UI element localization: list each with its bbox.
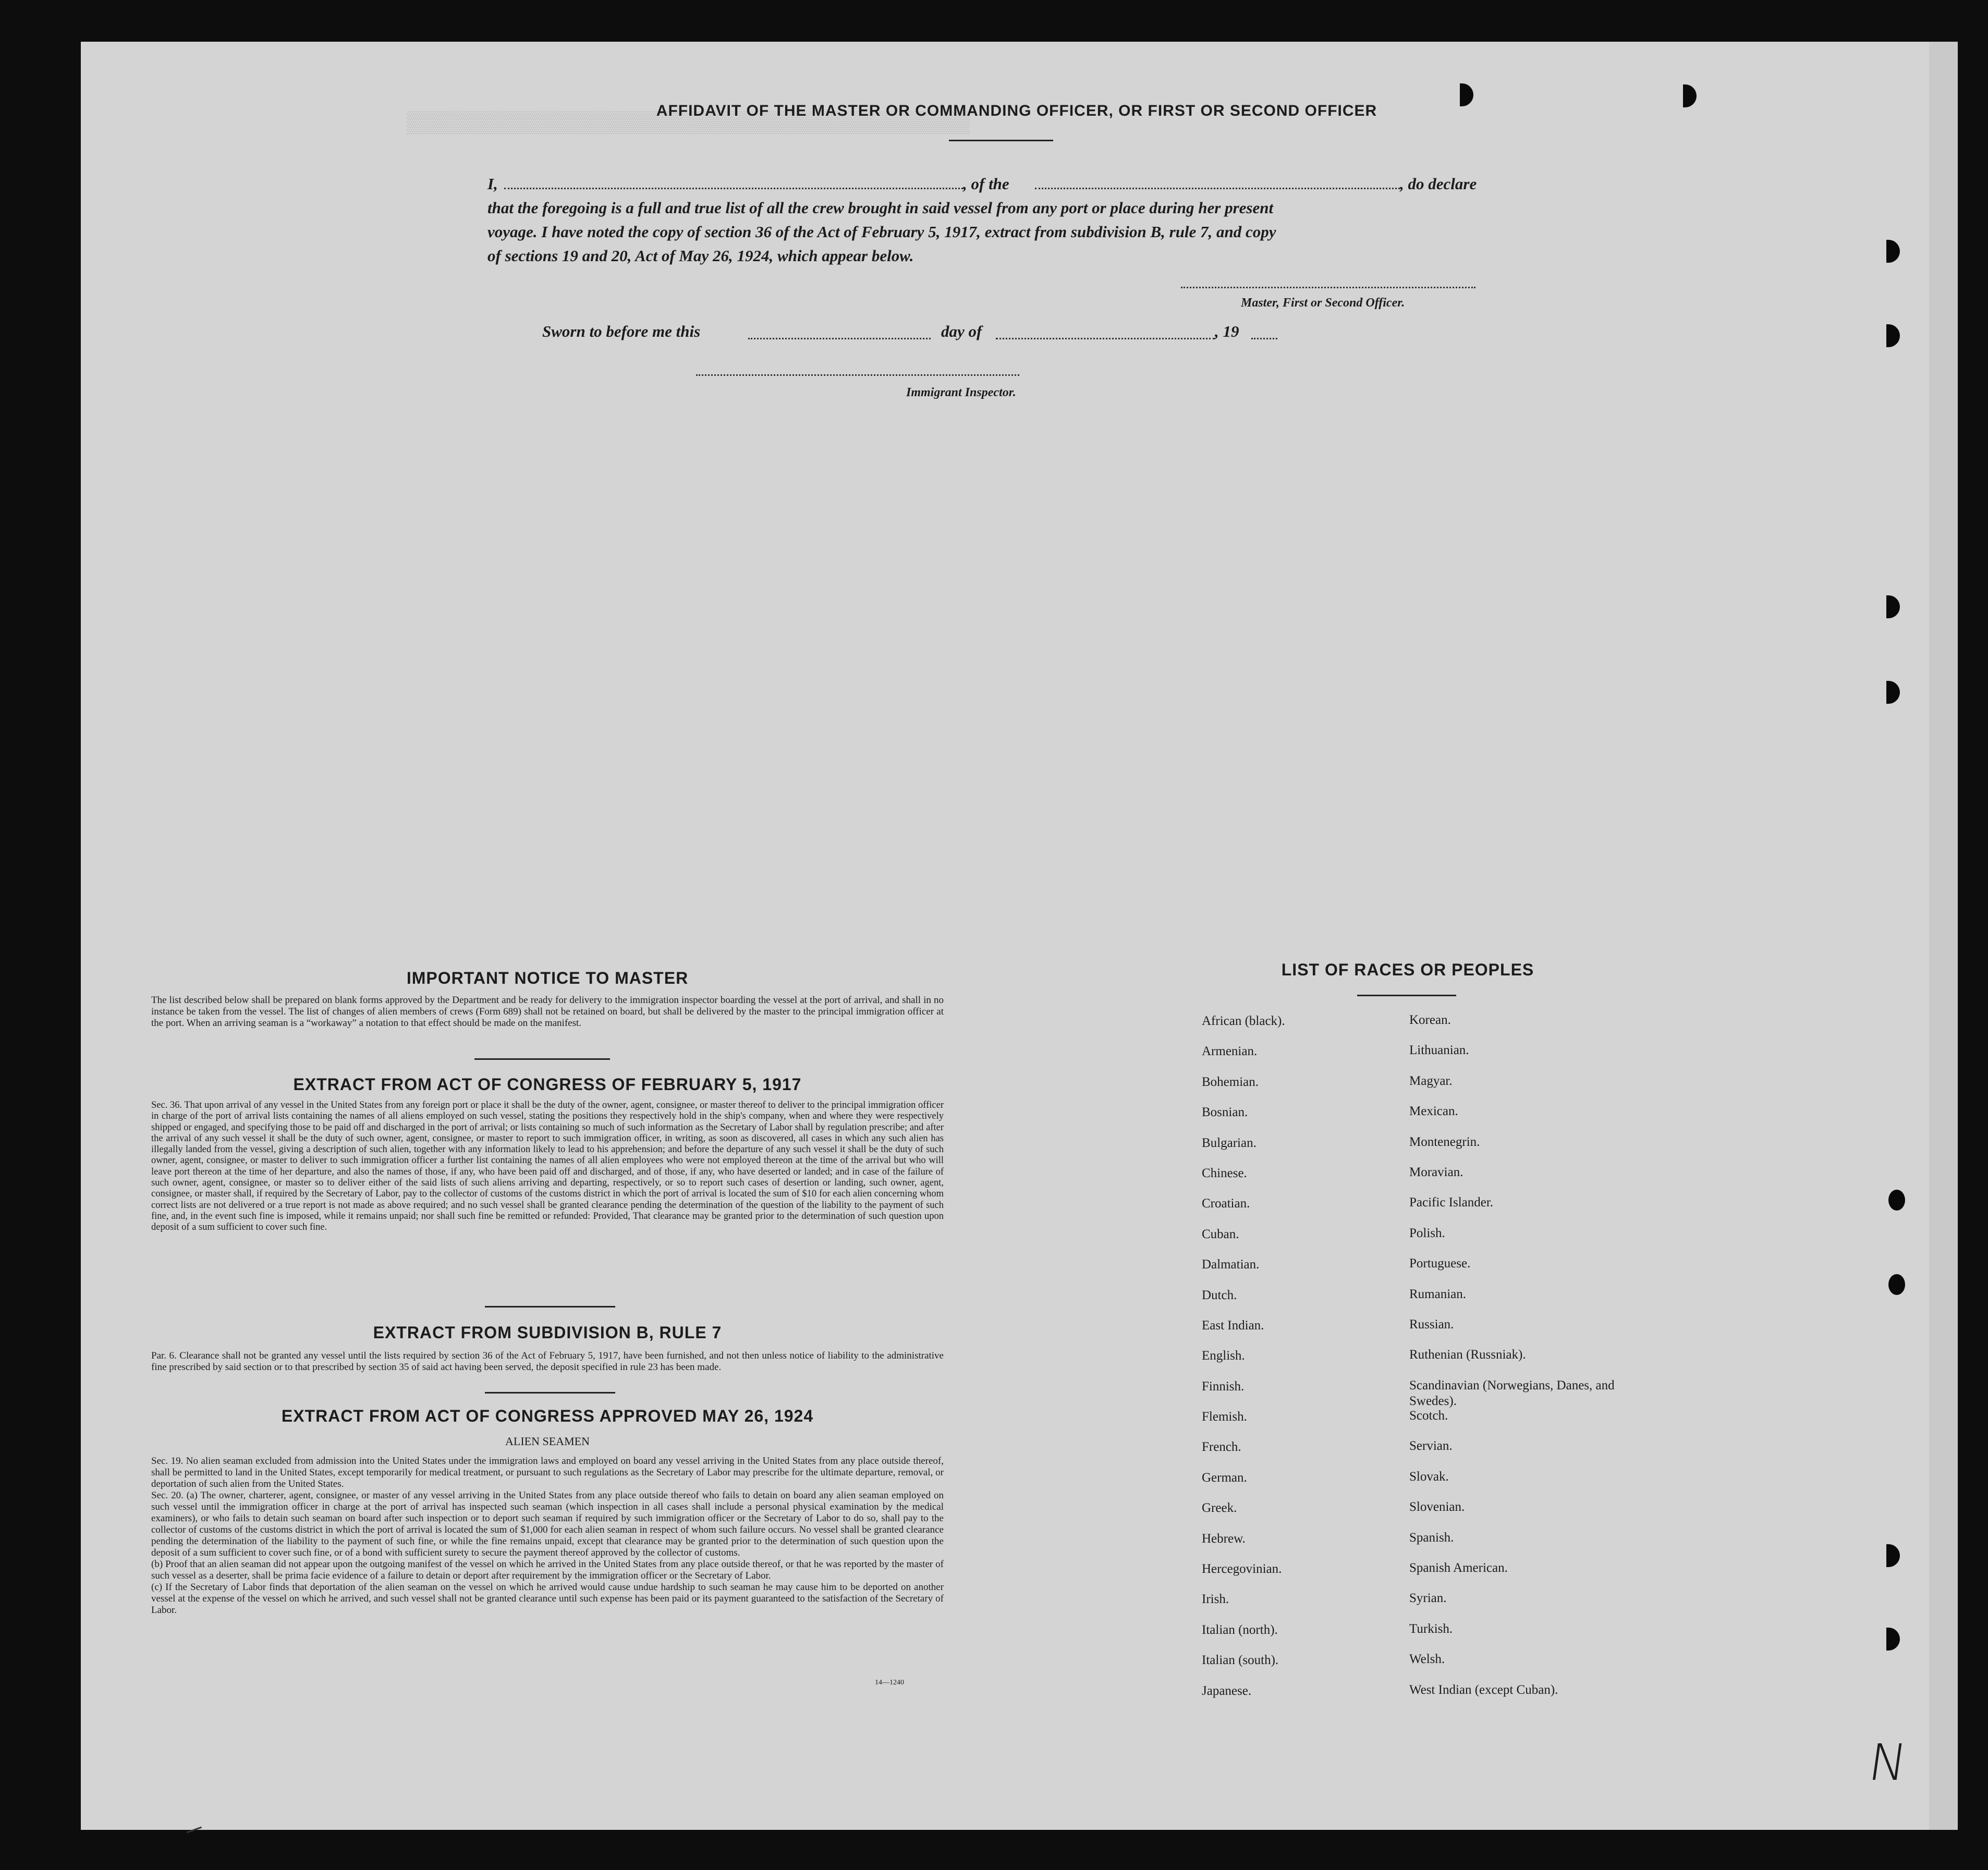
day-of-label: day of — [941, 322, 982, 340]
race-item: Croatian. — [1202, 1196, 1250, 1211]
affidavit-title: AFFIDAVIT OF THE MASTER OR COMMANDING OFFICER, OR FIRST OR SECOND OFFICER — [656, 102, 1377, 119]
extract-1924-body — [151, 1456, 944, 1616]
race-item: Flemish. — [1202, 1410, 1247, 1424]
race-item: Armenian. — [1202, 1044, 1258, 1059]
race-item: Slovenian. — [1409, 1500, 1465, 1514]
race-item: West Indian (except Cuban). — [1409, 1682, 1558, 1697]
rule7-body: Par. 6. Clearance shall not be granted any vessel until the lists required by section 36 of the Act of February 5, 1917, have been furnished, and not then unless notice of liability to the administrative fine prescribed by said section or to that prescribed by section 35 of said act having been served, the deposit specified in rule 23 has been made. — [151, 1350, 944, 1373]
race-item: Mexican. — [1409, 1104, 1458, 1119]
sworn-line — [542, 322, 1272, 348]
race-item: Italian (south). — [1202, 1653, 1279, 1668]
of-the-label: , of the — [963, 175, 1009, 193]
section-divider — [485, 1392, 615, 1394]
race-item: African (black). — [1202, 1014, 1285, 1028]
name-field[interactable] — [504, 188, 963, 189]
race-item: Dutch. — [1202, 1288, 1237, 1302]
race-item: Finnish. — [1202, 1379, 1245, 1394]
race-item: Slovak. — [1409, 1469, 1449, 1484]
race-item: Ruthenian (Russniak). — [1409, 1348, 1526, 1362]
race-item: Montenegrin. — [1409, 1134, 1480, 1149]
race-item: Korean. — [1409, 1013, 1451, 1027]
races-left-column — [1202, 1013, 1400, 1714]
declaration-line-2: voyage. I have noted the copy of section 36 of the Act of February 5, 1917, extract from subdivision B, rule 7, and copy — [487, 223, 1276, 241]
sec20b-text: (b) Proof that an alien seaman did not appear upon the outgoing manifest of the vessel on which he arrived in the United States from any place outside thereof, or that he was reported by the master of such vessel as a deserter, shall be prima facie evidence of a failure to detain or deport after requirement by the immigration officer or the Secretary of Labor. — [151, 1559, 944, 1581]
adjacent-page-edge — [1929, 42, 1958, 1830]
race-item: Polish. — [1409, 1226, 1445, 1240]
race-item: Bosnian. — [1202, 1105, 1248, 1120]
race-item: Servian. — [1409, 1439, 1453, 1453]
form-number: 14—1240 — [875, 1679, 904, 1686]
race-item: Greek. — [1202, 1501, 1237, 1515]
race-item: Spanish American. — [1409, 1561, 1508, 1575]
section-divider — [474, 1058, 610, 1060]
races-title: LIST OF RACES OR PEOPLES — [1281, 960, 1534, 979]
i-label: I, — [487, 175, 498, 193]
sworn-label: Sworn to before me this — [542, 322, 701, 340]
race-item: Spanish. — [1409, 1530, 1454, 1545]
extract-1917-title: EXTRACT FROM ACT OF CONGRESS OF FEBRUARY 5, 1917 — [293, 1075, 802, 1094]
handwritten-initial: N — [1865, 1733, 1911, 1792]
race-item: English. — [1202, 1349, 1245, 1363]
master-caption: Master, First or Second Officer. — [1241, 296, 1405, 310]
declaration-line-1: that the foregoing is a full and true list of all the crew brought in said vessel from any port or place during her present — [487, 199, 1274, 217]
race-item: Cuban. — [1202, 1227, 1239, 1241]
race-item: Bohemian. — [1202, 1074, 1259, 1089]
race-item: Scotch. — [1409, 1409, 1448, 1423]
notice-title: IMPORTANT NOTICE TO MASTER — [406, 969, 689, 987]
race-item: Italian (north). — [1202, 1622, 1278, 1637]
extract-1924-title: EXTRACT FROM ACT OF CONGRESS APPROVED MAY 26, 1924 — [281, 1407, 814, 1425]
race-item: Portuguese. — [1409, 1256, 1471, 1271]
sec20a-text: Sec. 20. (a) The owner, charterer, agent, consignee, or master of any vessel arriving in the United States from any place outside thereof who fails to detain on board any alien seaman employed on such vessel until the immigration officer in charge at the port of arrival has inspected such seaman (which inspection in all cases shall include a personal physical examination by the medical examiners), or who fails to detain such seaman on board after such inspection or to deport such seaman if required by such immigration officer or the Secretary of Labor to do so, shall pay to the collector of customs of the customs district in which the port of arrival is located the sum of $1,000 for each alien seaman in respect of whom such failure occurs. No vessel shall be granted clearance pending the determination of the liability to the payment of such fine, or while the fine remains unpaid, except that clearance may be granted prior to the determination of such question upon the deposit of a sum sufficient to cover such fine, or of a bond with sufficient surety to secure the payment thereof approved by the collector of customs. — [151, 1490, 944, 1558]
race-item: Irish. — [1202, 1592, 1229, 1607]
rule7-title: EXTRACT FROM SUBDIVISION B, RULE 7 — [373, 1323, 722, 1342]
sworn-day-field[interactable] — [748, 338, 931, 339]
race-item: Welsh. — [1409, 1652, 1445, 1667]
extract-1917-body: Sec. 36. That upon arrival of any vessel in the United States from any foreign port or place it shall be the duty of the owner, agent, consignee, or master thereof to deliver to the principal immigration officer in charge of the port of arrival lists containing the names of all aliens employed on such vessel, stating the positions they respectively hold in the ship's company, when and where they were respectively shipped or engaged, and specifying those to be paid off and discharged in the port of arrival; or lists containing so much of such information as the Secretary of Labor shall by regulation prescribe; and after the arrival of any such vessel it shall be the duty of such owner, agent, consignee, or master to report to such immigration officer, in writing, as soon as discovered, all cases in which any such alien has illegally landed from the vessel, giving a description of such alien, together with any information likely to lead to his apprehension; and before the departure of any such vessel it shall be the duty of such owner, agent, consignee, or master to deliver to such immigration officer a further list containing the names of all alien employees who were not employed thereon at the time of the arrival but who will leave port thereon at the time of her departure, and also the names of those, if any, who have been paid off and discharged, and of those, if any, who have deserted or landed; and in case of the failure of such owner, agent, consignee, or master so to deliver either of the said lists of such aliens arriving and departing, respectively, or so to report such cases of desertion or landing, such owner, agent, consignee, or master shall, if required by the Secretary of Labor, pay to the collector of customs of the customs district in which the port of arrival is located the sum of $10 for each alien concerning whom correct lists are not delivered or a true report is not made as above required; and no such vessel shall be granted clearance pending the determination of the question of the liability to the payment of such fine, and, in the event such fine is imposed, while it remains unpaid; nor shall such fine be remitted or refunded: Provided, That clearance may be granted prior to the determination of such question upon deposit of a sum sufficient to cover such fine. — [151, 1100, 944, 1233]
race-item: Dalmatian. — [1202, 1257, 1260, 1272]
race-item: Turkish. — [1409, 1621, 1453, 1636]
title-divider — [949, 140, 1053, 141]
race-item: Syrian. — [1409, 1591, 1447, 1606]
year-label: , 19 — [1215, 322, 1239, 340]
notice-body: The list described below shall be prepared on blank forms approved by the Department and be ready for delivery to the immigration inspector boarding the vessel at the port of arrival, and shall in no instance be taken from the vessel. The list of changes of alien members of crews (Form 689) shall not be retained on board, but shall be delivered by the master to the principal immigration officer at the port. When an arriving seaman is a “workaway” a notation to that effect should be made on the manifest. — [151, 995, 944, 1029]
race-item: Magyar. — [1409, 1073, 1453, 1088]
race-item: Japanese. — [1202, 1683, 1252, 1698]
race-item: East Indian. — [1202, 1318, 1264, 1333]
vessel-field[interactable] — [1035, 188, 1400, 189]
race-item: Hebrew. — [1202, 1531, 1246, 1546]
bleed-through-text: ▒▒▒▒▒▒▒▒▒▒▒▒▒▒▒▒▒▒▒▒▒▒▒▒▒▒▒▒▒▒▒▒▒▒▒▒▒▒▒▒▒▒▒▒▒ — [407, 112, 970, 136]
race-item: Scandinavian (Norwegians, Danes, and Swedes). — [1409, 1378, 1615, 1408]
punch-hole — [1888, 1190, 1905, 1211]
race-item: Chinese. — [1202, 1166, 1247, 1180]
punch-hole — [1888, 1274, 1905, 1295]
race-item: Moravian. — [1409, 1165, 1463, 1179]
race-item: Pacific Islander. — [1409, 1195, 1494, 1210]
master-signature-field[interactable] — [1181, 287, 1475, 288]
alien-seamen-subtitle: ALIEN SEAMEN — [505, 1435, 590, 1448]
affidavit-declaration — [487, 172, 1512, 268]
race-item: Bulgarian. — [1202, 1135, 1257, 1150]
race-item: Hercegovinian. — [1202, 1562, 1282, 1576]
race-item: French. — [1202, 1440, 1241, 1455]
race-item: German. — [1202, 1470, 1247, 1485]
inspector-signature-field[interactable] — [696, 374, 1019, 376]
race-item: Lithuanian. — [1409, 1043, 1469, 1058]
sworn-year-field[interactable] — [1251, 338, 1277, 339]
sec20c-text: (c) If the Secretary of Labor finds that deportation of the alien seaman on the vessel on which he arrived would cause undue hardship to such seaman he may cause him to be deported on another vessel at the expense of the vessel on which he arrived, and such vessel shall not be granted clearance until such expense has been paid or its payment guaranteed to the satisfaction of the Secretary of Labor. — [151, 1582, 944, 1616]
inspector-caption: Immigrant Inspector. — [906, 386, 1016, 399]
section-divider — [485, 1306, 615, 1307]
race-item: Russian. — [1409, 1317, 1454, 1331]
do-declare-label: , do declare — [1400, 175, 1477, 193]
race-item: Rumanian. — [1409, 1287, 1467, 1301]
races-right-column — [1409, 1012, 1628, 1713]
sworn-month-field[interactable] — [996, 338, 1215, 339]
declaration-line-3: of sections 19 and 20, Act of May 26, 1924, which appear below. — [487, 247, 914, 265]
sec19-text: Sec. 19. No alien seaman excluded from admission into the United States under the immigration laws and employed on board any vessel arriving in the United States from any place outside thereof, shall be permitted to land in the United States, except temporarily for medical treatment, or pursuant to such regulations as the Secretary of Labor may prescribe for the ultimate departure, removal, or deportation of such alien from the United States. — [151, 1456, 944, 1489]
races-divider — [1357, 995, 1456, 996]
